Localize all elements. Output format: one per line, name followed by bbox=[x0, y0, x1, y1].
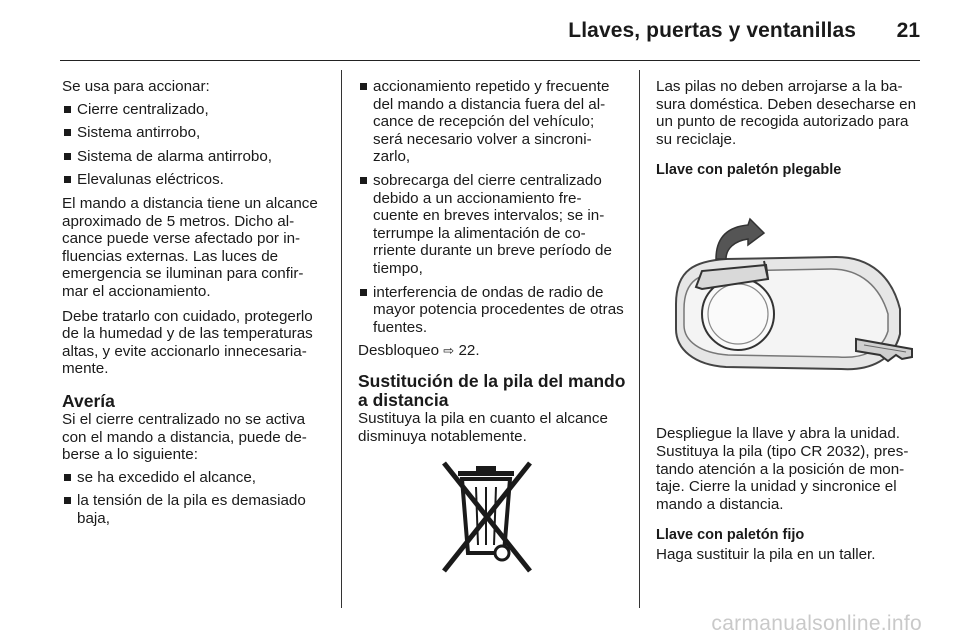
battery-paragraph: Sustituya la pila en cuanto el alcance disminuya notablemente. bbox=[358, 409, 608, 445]
list-item: la tensión de la pila es demasiado baja, bbox=[62, 492, 328, 527]
crossed-out-wheelie-bin-icon bbox=[436, 461, 536, 577]
intro-text: Se usa para accionar: bbox=[62, 78, 210, 95]
causes-list-continued bbox=[358, 78, 626, 336]
list-item: se ha excedido el alcance, bbox=[62, 469, 328, 487]
watermark-logo: carmanualsonline.info bbox=[711, 612, 922, 635]
fixed-key-heading: Llave con paletón fijo bbox=[656, 527, 805, 544]
cross-reference-arrow-icon: ⇨ bbox=[443, 343, 455, 359]
fixed-key-paragraph: Haga sustituir la pila en un taller. bbox=[656, 546, 876, 564]
range-paragraph: El mando a distancia tiene un alcance aproximado de 5 metros. Dicho al-cance puede verse afectado por in-fluencias externas. Las luces de emergencia se iluminan para confir-mar el accionamiento. bbox=[62, 194, 318, 300]
fault-intro: Si el cierre centralizado no se activa con el mando a distancia, puede de-berse a lo siguiente: bbox=[62, 410, 307, 464]
battery-heading: Sustitución de la pila del mando a distancia bbox=[358, 370, 626, 410]
list-item: Sistema de alarma antirrobo, bbox=[62, 148, 328, 166]
disposal-paragraph: Las pilas no deben arrojarse a la ba-sura doméstica. Deben desecharse en un punto de recogida autorizado para su reciclaje. bbox=[656, 78, 917, 148]
folding-key-heading: Llave con paletón plegable bbox=[656, 162, 842, 179]
folding-key-paragraph: Despliegue la llave y abra la unidad. Sustituya la pila (tipo CR 2032), pres-tando atención a la posición de mon-taje. Cierre la unidad y sincronice el mando a distancia. bbox=[656, 425, 909, 513]
list-item: Elevalunas eléctricos. bbox=[62, 171, 328, 189]
uses-list bbox=[62, 101, 328, 189]
unlock-cross-reference bbox=[358, 342, 626, 360]
unlock-ref-page: 22. bbox=[458, 342, 480, 360]
page-number: 21 bbox=[896, 19, 920, 42]
care-paragraph: Debe tratarlo con cuidado, protegerlo de la humedad y de las temperaturas altas, y evite accionarlo innecesaria-mente. bbox=[62, 307, 313, 378]
folding-key-battery-illustration bbox=[656, 199, 918, 409]
fault-heading: Avería bbox=[62, 390, 115, 411]
list-item: interferencia de ondas de radio de mayor potencia procedentes de otras fuentes. bbox=[358, 284, 626, 337]
unlock-ref-text: Desbloqueo bbox=[358, 342, 440, 360]
list-item: Cierre centralizado, bbox=[62, 101, 328, 119]
list-item: Sistema antirrobo, bbox=[62, 124, 328, 142]
causes-list bbox=[62, 469, 328, 528]
column-3 bbox=[656, 78, 922, 571]
column-1 bbox=[62, 78, 328, 533]
column-divider-2 bbox=[639, 70, 640, 608]
column-2 bbox=[358, 78, 626, 577]
header-divider bbox=[60, 60, 920, 61]
page-header-title: Llaves, puertas y ventanillas bbox=[568, 19, 856, 42]
list-item: accionamiento repetido y frecuente del mando a distancia fuera del al-cance de recepción del vehículo; será necesario volver a sincroni-zarlo, bbox=[358, 78, 626, 166]
column-divider-1 bbox=[341, 70, 342, 608]
list-item: sobrecarga del cierre centralizado debido a un accionamiento fre-cuente en breves intervalos; se in-terrumpe la alimentación de co-rriente durante un breve período de tiempo, bbox=[358, 172, 626, 278]
